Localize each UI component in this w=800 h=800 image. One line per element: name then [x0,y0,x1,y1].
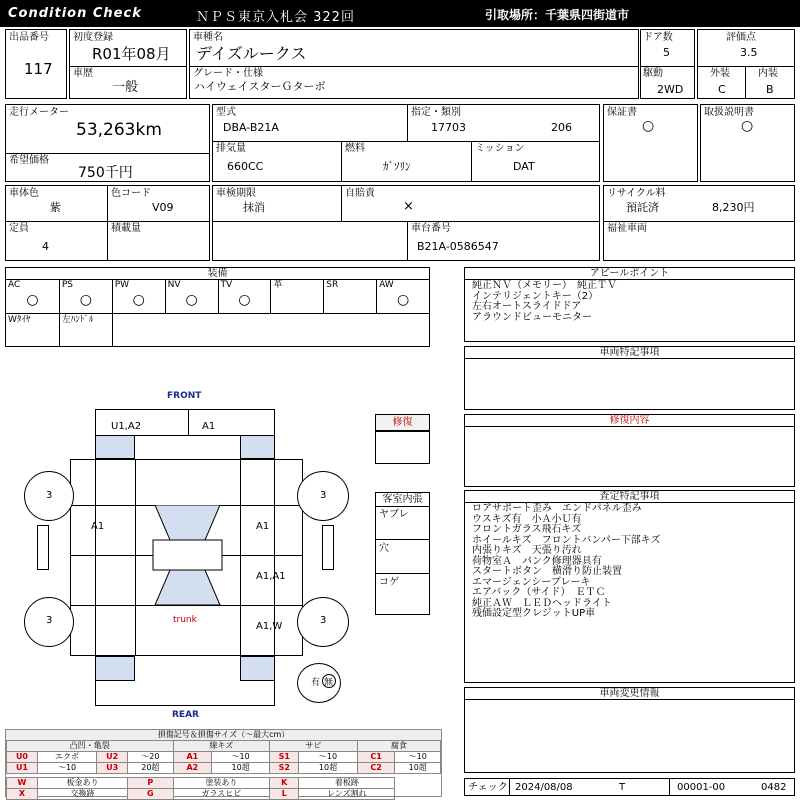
equipment-cell [218,280,271,313]
damage-left-mid: A1 [91,521,105,532]
spare-yes: 有 [311,678,321,688]
inspection-notes-box [464,490,795,683]
cabin-outline [135,505,240,610]
drive-value: 2WD [657,83,684,96]
legend-cell: 交換跡 [37,789,127,800]
price-label: 希望価格 [9,155,49,166]
equipment-label: SR [326,280,339,290]
legend-cell: ～10 [395,752,441,763]
history-value: 一般 [112,80,139,95]
first-reg-box [69,29,187,99]
doors-label: ドア数 [643,32,673,43]
score-value: 3.5 [740,46,758,59]
inspection-note-line: スタートボタン 横滑り防止装置 [472,566,622,577]
equipment-mark: ○ [396,292,410,308]
legend-cell: G [128,789,173,800]
legend-cell: U0 [7,752,38,763]
equipment-label: AC [8,280,21,290]
repair-detail-box [464,414,795,487]
legend-cell: 着板跡 [299,778,395,789]
color-code-label: 色コード [111,188,151,199]
equipment-label: NV [167,280,181,290]
inspector: T [619,782,626,793]
legend-cell: K [270,778,299,789]
car-name-box [189,29,639,99]
cabin-title: 客室内張 [376,493,429,507]
equipment-label: 革 [273,280,283,290]
history-label: 車歴 [73,68,93,79]
recycle-box [603,185,795,261]
legend-table [6,740,441,800]
doors-value: 5 [663,46,670,59]
check-date: 2024/08/08 [515,782,573,793]
displacement-label: 排気量 [216,143,246,154]
cabin-item-1: 穴 [379,543,389,554]
mission-label: ミッション [475,143,525,154]
damage-right-mid: A1 [256,521,270,532]
lot-number: 117 [24,60,53,78]
legend-cell: ～20 [128,752,173,763]
car-diagram [0,385,370,725]
special-title: 車両特記事項 [465,347,794,359]
grade-label: グレード・仕様 [193,68,263,79]
cabin-item-2: コゲ [379,577,399,588]
front-label: FRONT [167,391,202,401]
inspection-box [212,185,600,261]
equipment-label: AW [379,280,394,290]
inspection-note-line: エマージェンシーブレーキ [472,576,591,588]
equipment-cell [112,280,165,313]
warranty-value: ○ [642,118,655,134]
first-reg-value: R01年08月 [92,45,171,63]
equipment-title: 装備 [6,268,429,280]
equipment-mark: ○ [79,292,92,308]
repair-box [375,414,430,464]
legend-cell: P [128,778,173,789]
equipment-cell [323,280,376,313]
legend-title: 損傷記号＆損傷サイズ（～最大cm） [6,730,441,740]
inspection-note-line: ウスキズ有 小Ａ小Ｕ有 [472,513,582,525]
designation-value: 17703 [431,121,466,134]
color-code-value: V09 [152,201,174,214]
equipment-mark: ○ [26,292,39,308]
legend-cell: ～10 [37,763,96,774]
lot-label: 出品番号 [9,32,49,43]
interior-label: 内装 [758,68,778,79]
recycle-status: 預託済 [626,201,659,214]
legend-cell: A2 [173,763,212,774]
legend-cell: 塗装あり [173,778,270,789]
legend-header: 凸凹・亀裂 [7,741,174,752]
legend-cell: エクボ [37,752,96,763]
interior-value: B [766,83,774,96]
color-box [5,185,210,261]
legend-cell: 10超 [299,763,357,774]
damage-top-left: U1,A2 [111,421,142,432]
tire-fr-value: 3 [320,490,327,501]
drive-label: 駆動 [643,68,663,79]
mileage-label: 走行メーター [9,107,69,118]
legend-cell: 10超 [395,763,441,774]
mission-value: DAT [513,160,535,173]
fuel-value: ｶﾞｿﾘﾝ [383,160,411,173]
trunk-label: trunk [173,615,197,625]
damage-legend [5,729,442,797]
damage-top-right: A1 [202,421,216,432]
header-title: Condition Check [8,6,142,21]
header-auction: ＮＰＳ東京入札会 322回 [196,10,355,25]
rear-label: REAR [172,710,199,720]
legend-cell: ～10 [299,752,357,763]
footer-code: 00001-00 [677,782,726,793]
inspection-note-line: ロアサポート歪み エンドパネル歪み [472,503,642,514]
score-box [697,29,795,99]
equipment-cell-2 [270,313,323,346]
equipment-label: TV [220,280,233,290]
cabin-item-0: ヤブレ [379,509,409,520]
chassis-label: 車台番号 [411,223,451,234]
inspection-note-line: 残価設定型クレジットUP車 [472,608,596,619]
legend-cell: X [7,789,38,800]
designation-label: 指定・類別 [411,107,461,118]
cabin-box [375,492,430,615]
doors-box [640,29,695,99]
recycle-label: リサイクル料 [607,188,666,199]
legend-header: 腐食 [357,741,440,752]
inspection-note-line: 内張りキズ 天張り汚れ [472,545,582,556]
special-box [464,346,795,410]
appeal-title: アピールポイント [465,268,794,280]
load-label: 積載量 [111,223,141,234]
manual-label: 取扱説明書 [704,107,754,118]
equipment-cell-2 [165,313,218,346]
inspection-note-line: 荷物室Ａ パンク修理器具有 [472,555,602,567]
warranty-box [603,104,698,182]
appeal-line: インテリジェントキー（2） [472,290,599,302]
exterior-label: 外装 [710,68,730,79]
equipment-cell-2 [6,313,59,346]
legend-cell: S2 [270,763,299,774]
capacity-label: 定員 [9,223,29,234]
inspection-label: 車検期限 [216,188,256,199]
warranty-label: 保証書 [607,107,637,118]
model-label: 型式 [216,107,236,118]
equipment-cell [165,280,218,313]
equipment-cell [59,280,112,313]
model-box [212,104,600,182]
model-value: DBA-B21A [223,121,279,134]
equipment-option: 左ﾊﾝﾄﾞﾙ [61,315,94,325]
color-label: 車体色 [9,188,39,199]
equipment-cell [270,280,323,313]
mileage-value: 53,263km [76,120,162,140]
header-pickup: 引取場所：千葉県四街道市 [485,8,630,22]
grade-value: ハイウェイスターＧターボ [194,80,326,93]
change-info-title: 車両変更情報 [465,688,794,700]
legend-cell: U1 [7,763,38,774]
check-label: チェック [468,782,508,793]
equipment-label: PS [61,280,74,290]
legend-cell: A1 [173,752,212,763]
tire-rl-value: 3 [46,615,53,626]
spare-no: 無 [324,678,334,688]
damage-right-lower: A1,A1 [256,571,286,582]
legend-cell: S1 [270,752,299,763]
footer-bar [464,778,795,796]
legend-cell: W [7,778,38,789]
equipment-option: Wﾀｲﾔ [8,315,31,325]
mileage-box [5,104,210,182]
manual-box [700,104,795,182]
appeal-line: 左右オートスライドドア [472,301,582,312]
appeal-line: アラウンドビューモニター [472,311,592,323]
footer-number: 0482 [761,782,787,793]
legend-cell: 板金あり [37,778,127,789]
fuel-label: 燃料 [345,143,365,154]
legend-header: サビ [270,741,358,752]
appeal-line: 純正ＮＶ（メモリー） 純正ＴＶ [472,280,617,291]
inspection-note-line: エアバック（サイド） ＥＴＣ [472,587,606,598]
liability-value: × [403,199,414,214]
equipment-cell-2 [218,313,271,346]
legend-cell: C2 [357,763,395,774]
price-value: 750千円 [78,165,133,181]
equipment-cell-2 [59,313,112,346]
equipment-box [5,267,430,347]
legend-cell: レンズ割れ [299,789,395,800]
tire-fl-value: 3 [46,490,53,501]
equipment-cell-2 [112,313,165,346]
capacity-value: 4 [42,240,49,253]
car-name-value: デイズルークス [196,44,307,63]
header-bar [0,0,800,27]
liability-label: 自賠責 [345,188,375,199]
legend-cell: U2 [97,752,128,763]
change-info-box [464,687,795,773]
inspection-notes-title: 査定特記事項 [465,491,794,503]
equipment-label: PW [114,280,130,290]
repair-detail-title: 修復内容 [465,415,794,427]
car-name-label: 車種名 [193,32,223,43]
inspection-note-line: ホイールキズ フロントバンパー下部キズ [472,534,661,546]
damage-right-rear: A1,W [256,621,283,632]
repair-title: 修復 [376,415,429,431]
inspection-note-line: フロントガラス飛石キズ [472,524,582,535]
manual-value: ○ [741,118,754,134]
equipment-cell [376,280,429,313]
inspection-note-line: 純正ＡＷ ＬＥＤヘッドライト [472,597,612,609]
lot-box [5,29,67,99]
score-label: 評価点 [726,32,756,43]
equipment-cell [6,280,59,313]
equipment-mark: ○ [238,292,251,308]
color-value: 紫 [50,201,61,214]
category-value: 206 [551,121,572,134]
legend-cell: C1 [357,752,395,763]
legend-cell: 10超 [212,763,270,774]
legend-cell: ガラスヒビ [173,789,270,800]
first-reg-label: 初度登録 [73,32,113,43]
exterior-value: C [718,83,726,96]
appeal-box [464,267,795,342]
recycle-fee: 8,230円 [712,201,755,214]
legend-cell: 20超 [128,763,173,774]
equipment-cell-2 [323,313,376,346]
welfare-label: 福祉車両 [607,223,647,234]
chassis-value: B21A-0586547 [417,240,499,253]
inspection-value: 抹消 [243,201,265,214]
tire-rr-value: 3 [320,615,327,626]
equipment-cell-2 [376,313,429,346]
equipment-mark: ○ [132,292,145,308]
legend-cell: ～10 [212,752,270,763]
displacement-value: 660CC [227,160,264,173]
legend-header: 線キズ [173,741,270,752]
equipment-mark: ○ [185,292,198,308]
legend-cell: U3 [97,763,128,774]
legend-cell: L [270,789,299,800]
